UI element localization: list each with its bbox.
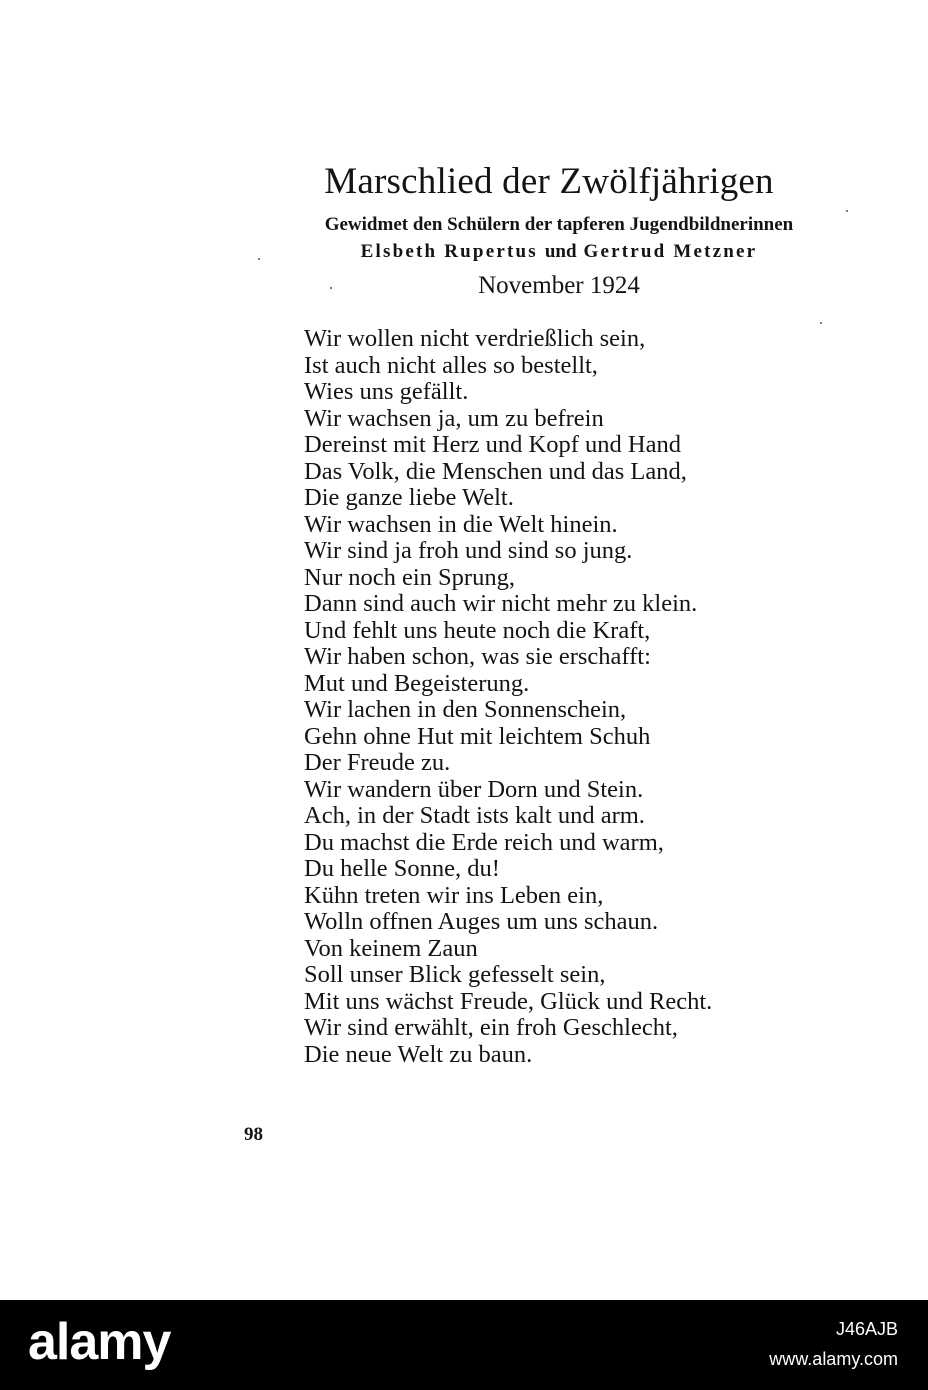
print-speck [258, 258, 260, 260]
poem-line: Wir wollen nicht verdrießlich sein, [304, 325, 646, 352]
poem-line: Du machst die Erde reich und warm, [304, 828, 664, 856]
page-number: 98 [244, 1124, 263, 1145]
poem-line: Du helle Sonne, du! [304, 855, 500, 882]
poem-line: Gehn ohne Hut mit leichtem Schuh [304, 722, 651, 750]
poem-line: Wir wachsen in die Welt hinein. [304, 510, 618, 538]
print-speck [846, 210, 848, 212]
poem-line: Dereinst mit Herz und Kopf und Hand [304, 431, 681, 458]
print-speck [820, 322, 822, 324]
poem-line: Die ganze liebe Welt. [304, 484, 514, 511]
poem-line: Und fehlt uns heute noch die Kraft, [304, 616, 651, 644]
names-conjunction: und [544, 241, 577, 262]
poem-line: Die neue Welt zu baun. [304, 1040, 533, 1068]
poem-line: Wies uns gefällt. [304, 378, 469, 405]
first-dedicatee: Elsbeth Rupertus [360, 241, 538, 262]
watermark-id-text: J46AJB [835, 1319, 898, 1339]
poem-line: Wir sind erwählt, ein froh Geschlecht, [304, 1014, 678, 1041]
poem-line: Wir haben schon, was sie erschafft: [304, 643, 651, 670]
poem-title: Marschlied der Zwölfjährigen [324, 161, 774, 202]
poem-line: Wir sind ja froh und sind so jung. [304, 537, 633, 564]
watermark-brand-logo: alamy [28, 1313, 171, 1371]
print-speck [330, 287, 332, 289]
poem-line: Von keinem Zaun [304, 934, 478, 962]
poem-line: Wir lachen in den Sonnenschein, [304, 696, 627, 723]
second-dedicatee: Gertrud Metzner [583, 241, 758, 262]
poem-body [304, 326, 712, 1068]
watermark-image-id [769, 1314, 898, 1374]
poem-line: Das Volk, die Menschen und das Land, [304, 457, 687, 485]
watermark-site-text: www.alamy.com [769, 1349, 898, 1369]
poem-line: Mit uns wächst Freude, Glück und Recht. [304, 987, 713, 1015]
poem-line: Kühn treten wir ins Leben ein, [304, 881, 604, 909]
poem-line: Wir wachsen ja, um zu befrein [304, 404, 604, 432]
stock-watermark-bar [0, 1300, 928, 1390]
poem-line: Soll unser Blick gefesselt sein, [304, 961, 606, 988]
poem-date: November 1924 [478, 272, 640, 299]
poem-line: Wir wandern über Dorn und Stein. [304, 775, 644, 803]
poem-line: Mut und Begeisterung. [304, 669, 530, 697]
poem-line: Nur noch ein Sprung, [304, 563, 515, 591]
dedication-names [0, 241, 928, 263]
poem-line: Dann sind auch wir nicht mehr zu klein. [304, 590, 698, 617]
poem-line: Ist auch nicht alles so bestellt, [304, 351, 598, 379]
poem-line: Der Freude zu. [304, 749, 451, 776]
poem-line: Wolln offnen Auges um uns schaun. [304, 908, 659, 935]
dedication-line: Gewidmet den Schülern der tapferen Jugendbildnerinnen [324, 214, 794, 235]
poem-line: Ach, in der Stadt ists kalt und arm. [304, 802, 645, 829]
